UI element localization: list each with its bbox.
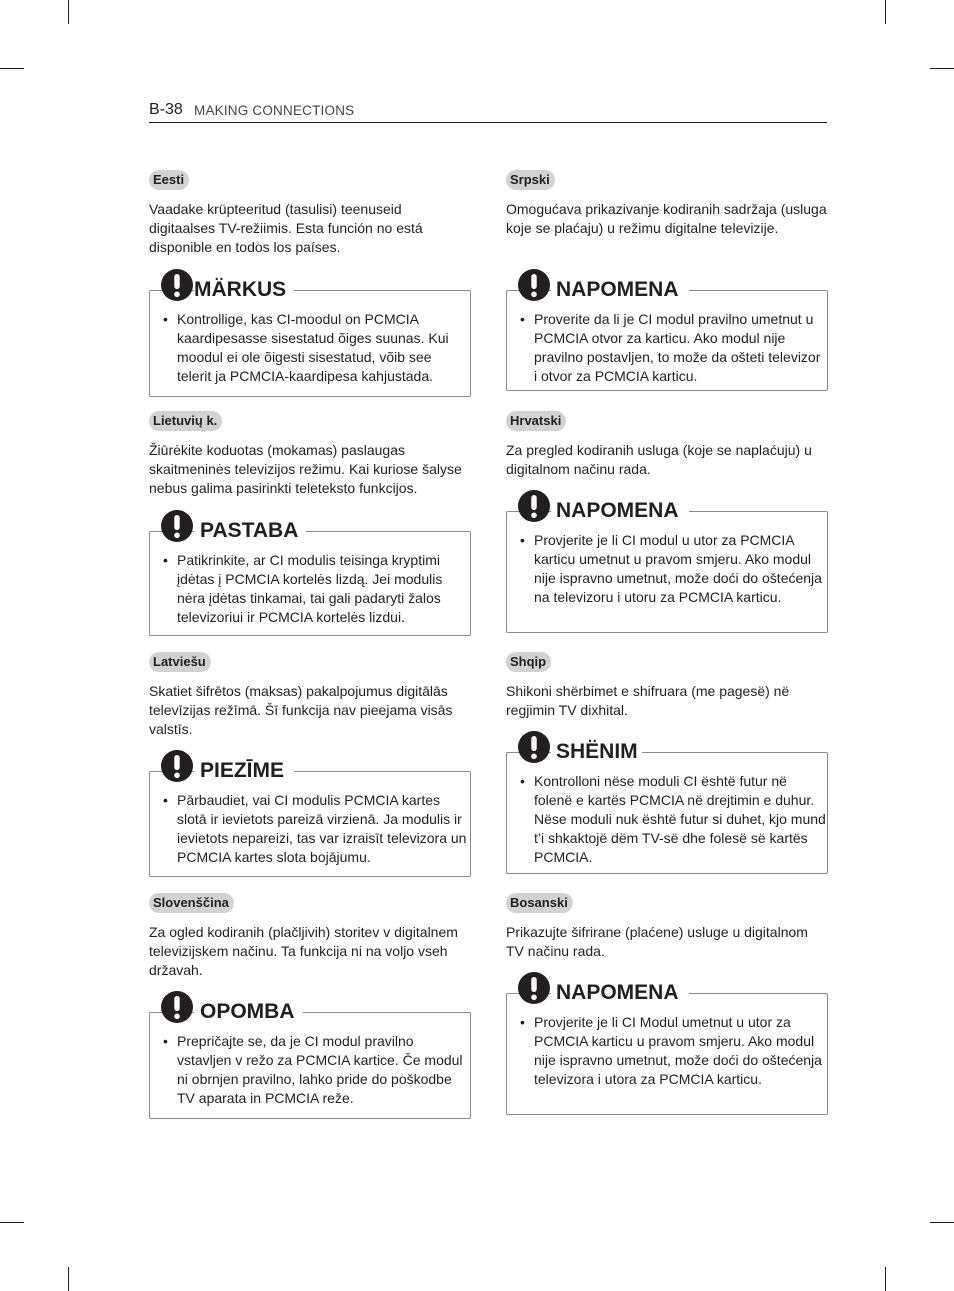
language-tag: Slovenščina [149, 893, 234, 913]
crop-mark [885, 0, 886, 24]
crop-mark [68, 0, 69, 24]
note-box [506, 981, 828, 1115]
chapter-title: MAKING CONNECTIONS [194, 103, 355, 118]
section-text: Žiūrėkite koduotas (mokamas) paslaugas skaitmeninės televizijos režimu. Kai kuriose šalyse nebus galima pasirinkti teleteksto funkcijos. [149, 442, 462, 496]
note-text: Provjerite je li CI modul u utor za PCMCIA karticu umetnut u pravom smjeru. Ako modul nije ispravno umetnut, može doći do oštećenja na televizoru i utoru za PCMCIA karticu. [534, 532, 822, 605]
section-text: Omogućava prikazivanje kodiranih sadržaja (usluga koje se plaćaju) u režimu digitalne televizije. [506, 201, 827, 236]
note-text: Pārbaudiet, vai CI modulis PCMCIA kartes slotā ir ievietots pareizā virzienā. Ja modulis ir ievietots nepareizi, tas var izraisīt televizora un PCMCIA kartes slota bojājumu. [177, 792, 467, 865]
page-number: B-38 [149, 101, 183, 118]
exclamation-circle-icon [518, 731, 550, 763]
crop-mark [930, 1222, 954, 1223]
exclamation-circle-icon [518, 972, 550, 1004]
section-text: Za pregled kodiranih usluga (koje se naplaćuju) u digitalnom načinu rada. [506, 442, 812, 477]
bullet-dot: • [520, 311, 525, 327]
language-tag: Lietuvių k. [149, 411, 222, 431]
note-title: OPOMBA [194, 1000, 303, 1024]
crop-mark [0, 68, 24, 69]
exclamation-circle-icon [161, 750, 193, 782]
language-tag: Hrvatski [506, 411, 566, 431]
bullet-dot: • [520, 773, 525, 789]
exclamation-circle-icon [161, 510, 193, 542]
bullet-dot: • [163, 792, 168, 808]
note-box [506, 740, 828, 874]
note-title: NAPOMENA [551, 499, 689, 523]
note-title: NAPOMENA [551, 278, 689, 302]
crop-mark [68, 1267, 69, 1291]
bullet-dot: • [163, 311, 168, 327]
note-text: Proverite da li je CI modul pravilno umetnut u PCMCIA otvor za karticu. Ako modul nije pravilno postavljen, to može da ošteti televizor i otvor za PCMCIA karticu. [534, 311, 821, 384]
note-title: NAPOMENA [551, 981, 689, 1005]
crop-mark [930, 68, 954, 69]
note-text: Patikrinkite, ar CI modulis teisinga kryptimi įdėtas į PCMCIA kortelės lizdą. Jei modulis nėra įdėtas tinkamai, tai gali padaryti žalos televizoriui ir PCMCIA kortelės lizdui. [177, 552, 443, 625]
exclamation-circle-icon [518, 269, 550, 301]
language-tag: Eesti [149, 170, 189, 190]
section-text: Shikoni shërbimet e shifruara (me pagesë) në regjimin TV dixhital. [506, 683, 790, 718]
note-text: Provjerite je li CI Modul umetnut u utor za PCMCIA karticu u pravom smjeru. Ako modul nije ispravno umetnut, može doći do oštećenja televizora i utora za PCMCIA karticu. [534, 1014, 822, 1087]
note-title: PIEZĪME [194, 759, 294, 783]
note-text: Prepričajte se, da je CI modul pravilno vstavljen v režo za PCMCIA kartice. Če modul ni obrnjen pravilno, lahko pride do poškodbe TV aparata in PCMCIA reže. [177, 1033, 463, 1106]
note-box [506, 278, 828, 391]
exclamation-circle-icon [518, 490, 550, 522]
section-text: Skatiet šifrētos (maksas) pakalpojumus digitālās televīzijas režīmā. Šī funkcija nav pieejama visās valstīs. [149, 683, 453, 737]
bullet-dot: • [163, 1033, 168, 1049]
section-text: Prikazujte šifrirane (plaćene) usluge u digitalnom TV načinu rada. [506, 924, 808, 959]
language-tag: Bosanski [506, 893, 573, 913]
note-box [506, 499, 828, 633]
note-title: SHËNIM [551, 740, 642, 764]
note-text: Kontrollige, kas CI-moodul on PCMCIA kaardipesasse sisestatud õiges suunas. Kui moodul ei ole õigesti sisestatud, võib see telerit ja PCMCIA-kaardipesa kahjustada. [177, 311, 449, 384]
note-box [149, 759, 471, 877]
note-text: Kontrolloni nëse moduli CI është futur në folenë e kartës PCMCIA në drejtimin e duhur. Nëse moduli nuk është futur si duhet, kjo mund t’i shkaktojë dëm TV-së dhe folesë së kartës PCMCIA. [534, 773, 826, 865]
note-box [149, 1000, 471, 1119]
section-text: Za ogled kodiranih (plačljivih) storitev v digitalnem televizijskem načinu. Ta funkcija ni na voljo vseh državah. [149, 924, 458, 978]
crop-mark [0, 1222, 24, 1223]
exclamation-circle-icon [161, 269, 193, 301]
bullet-dot: • [163, 552, 168, 568]
language-tag: Srpski [506, 170, 555, 190]
note-title: PASTABA [194, 519, 306, 543]
bullet-dot: • [520, 1014, 525, 1030]
language-tag: Latviešu [149, 652, 211, 672]
bullet-dot: • [520, 532, 525, 548]
section-text: Vaadake krüpteeritud (tasulisi) teenuseid digitaalses TV-režiimis. Esta función no está disponible en todos los países. [149, 201, 423, 255]
language-tag: Shqip [506, 652, 551, 672]
exclamation-circle-icon [161, 991, 193, 1023]
note-box [149, 278, 471, 397]
crop-mark [885, 1267, 886, 1291]
note-title: MÄRKUS [194, 278, 294, 302]
page-header [149, 100, 827, 123]
note-box [149, 519, 471, 636]
